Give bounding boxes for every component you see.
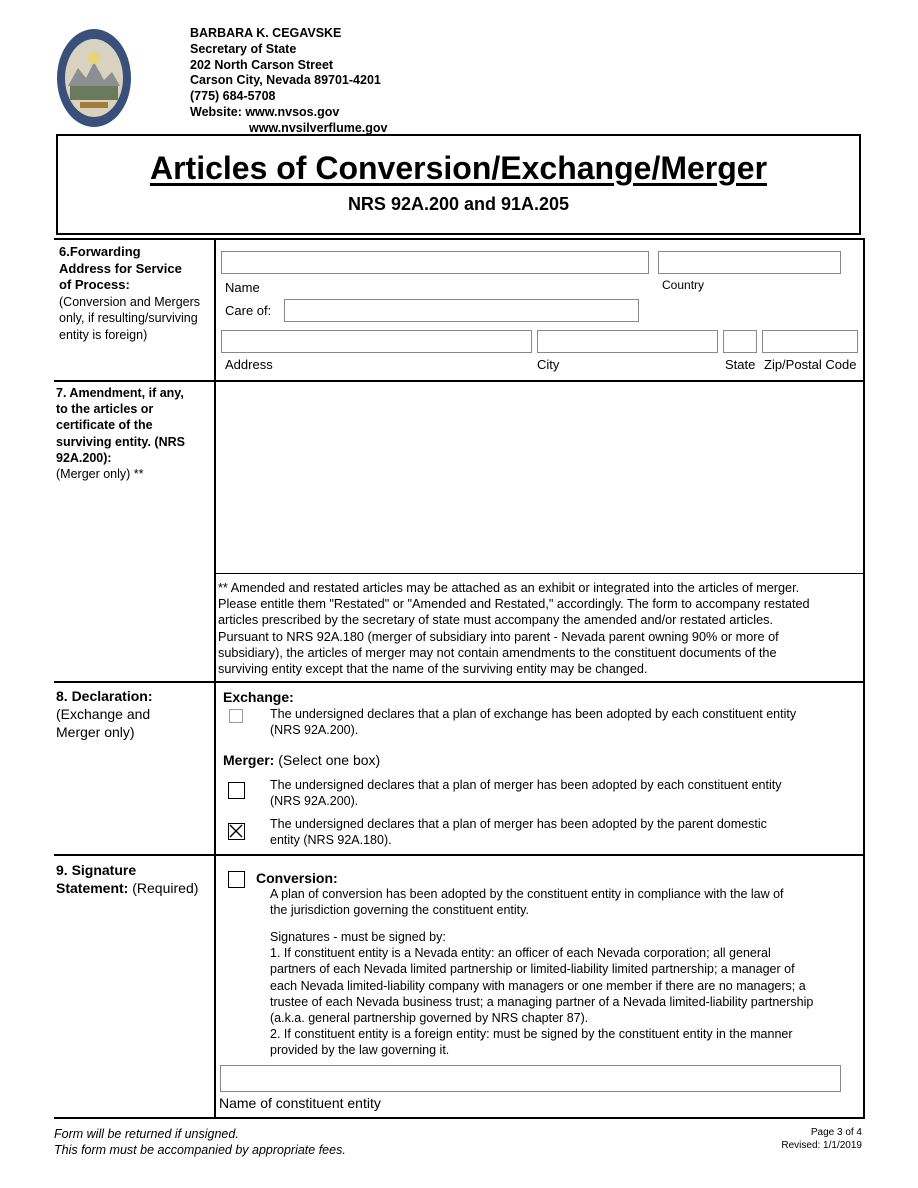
note-line: Please entitle them "Restated" or "Amended and Restated," accordingly. The form to accompany restated [218,597,810,612]
conversion-text [270,886,784,918]
signature-requirements [270,929,813,1059]
merger-option1-line: The undersigned declares that a plan of merger has been adopted by each constituent entity [270,778,782,792]
amendment-box-divider [215,573,865,574]
table-right-border [863,238,865,1119]
amendment-text-area[interactable] [216,382,863,572]
conversion-heading: Conversion: [256,870,338,886]
city-label: City [537,357,560,372]
amendment-note [218,580,863,677]
sig-line: provided by the law governing it. [270,1043,450,1058]
sig-line: (a.k.a. general partnership governed by NRS chapter 87). [270,1011,589,1026]
section-8-note-line: (Exchange and [56,706,151,722]
section-9-label [56,861,198,897]
merger-heading-row [223,752,380,768]
note-line: Pursuant to NRS 92A.180 (merger of subsidiary into parent - Nevada parent owning 90% or more of [218,629,779,644]
merger-heading: Merger: [223,752,275,768]
section-7-title-line: 7. Amendment, if any, [56,386,184,400]
secretary-of-state-address-block [190,26,387,137]
note-line: ** Amended and restated articles may be attached as an exhibit or integrated into the articles of merger. [218,581,800,595]
note-line: articles prescribed by the secretary of state must accompany the amended and/or restated articles. [218,613,773,628]
section-7-label [56,385,185,482]
state-label: State [725,357,756,372]
row-divider-7-8 [54,681,865,683]
header-line: BARBARA K. CEGAVSKE [190,26,342,40]
conversion-text-line: A plan of conversion has been adopted by the constituent entity in compliance with the law of [270,887,784,901]
column-divider [214,238,216,1119]
constituent-entity-name-label: Name of constituent entity [219,1095,381,1111]
section-9-title-line: 9. Signature [56,862,137,878]
country-field[interactable] [658,251,841,274]
section-8-note-line: Merger only) [56,724,135,740]
merger-option2-text [270,816,767,848]
care-of-label: Care of: [225,303,272,318]
header-line: (775) 684-5708 [190,89,276,104]
form-subtitle: NRS 92A.200 and 91A.205 [347,194,570,214]
exchange-text-line: (NRS 92A.200). [270,723,359,738]
footer-note-line: This form must be accompanied by appropriate fees. [54,1143,346,1157]
section-6-note-line: only, if resulting/surviving [59,311,198,325]
form-title: Articles of Conversion/Exchange/Merger [149,150,768,186]
exchange-text-line: The undersigned declares that a plan of exchange has been adopted by each constituent entity [270,707,797,721]
sig-line: 2. If constituent entity is a foreign entity: must be signed by the constituent entity in the manner [270,1027,793,1042]
note-line: subsidiary), the articles of merger may not contain amendments to the constituent documents of the [218,645,777,660]
care-of-field[interactable] [284,299,639,322]
address-field[interactable] [221,330,532,353]
table-top-border [54,238,865,240]
section-6-title-line: of Process: [59,277,130,292]
title-box [56,134,861,235]
header-line: Carson City, Nevada 89701-4201 [190,73,381,88]
checkbox-x-mark-icon [229,824,243,838]
city-field[interactable] [537,330,718,353]
address-label: Address [225,357,273,372]
row-divider-8-9 [54,854,865,856]
note-line: surviving entity except that the name of the surviving entity may be changed. [218,662,648,677]
country-label: Country [662,278,705,292]
merger-option1-line: (NRS 92A.200). [270,794,359,809]
merger-option2-checkbox[interactable] [228,823,245,840]
page-number: Page 3 of 4 [810,1127,862,1138]
section-7-title-line: 92A.200): [56,450,112,465]
merger-option1-checkbox[interactable] [228,782,245,799]
merger-heading-note: (Select one box) [274,752,381,768]
nevada-seal-logo [56,28,132,128]
constituent-entity-name-field[interactable] [220,1065,841,1092]
section-6-title-line: Address for Service [59,260,182,276]
zip-label: Zip/Postal Code [764,357,857,372]
section-8-title: 8. Declaration: [56,688,153,704]
revised-date: Revised: 1/1/2019 [781,1139,862,1151]
footer-notes [54,1126,346,1158]
header-line: Secretary of State [190,41,297,56]
zip-field[interactable] [762,330,858,353]
section-7-title-line: certificate of the [56,418,153,433]
exchange-text [270,706,796,738]
conversion-checkbox[interactable] [228,871,245,888]
section-7-note: (Merger only) ** [56,467,144,482]
merger-option2-line: entity (NRS 92A.180). [270,833,392,848]
merger-option2-line: The undersigned declares that a plan of merger has been adopted by the parent domestic [270,817,767,831]
section-9-title-line: Statement: [56,880,129,896]
name-label: Name [225,280,260,295]
table-bottom-border [54,1117,865,1119]
exchange-heading: Exchange: [223,689,294,705]
footer-note-line: Form will be returned if unsigned. [54,1127,239,1141]
sig-line: partners of each Nevada limited partnership or limited-liability limited partnership; a manager of [270,962,795,977]
section-8-label [56,687,152,741]
sig-line: 1. If constituent entity is a Nevada entity: an officer of each Nevada corporation; all general [270,946,771,961]
header-line: 202 North Carson Street [190,57,334,72]
section-7-title-line: surviving entity. (NRS [56,434,185,449]
section-6-label [59,244,200,343]
header-website-2: www.nvsilverflume.gov [249,120,388,135]
conversion-text-line: the jurisdiction governing the constituent entity. [270,903,529,918]
section-6-title-line: 6.Forwarding [59,244,141,259]
sig-line: trustee of each Nevada business trust; a managing partner of a Nevada limited-liability partnership [270,994,814,1009]
section-7-title-line: to the articles or [56,402,154,417]
header-line: Website: www.nvsos.gov [190,104,340,119]
section-9-note: (Required) [128,880,199,896]
sig-line: Signatures - must be signed by: [270,930,446,944]
merger-option1-text [270,777,781,809]
state-field[interactable] [723,330,757,353]
footer-page-info [781,1127,862,1152]
sig-line: each Nevada limited-liability company with managers or one member if there are no managers; a [270,978,806,993]
section-6-note-line: entity is foreign) [59,327,148,342]
section-6-note-line: (Conversion and Mergers [59,294,201,309]
name-field[interactable] [221,251,649,274]
exchange-checkbox[interactable] [229,709,243,723]
